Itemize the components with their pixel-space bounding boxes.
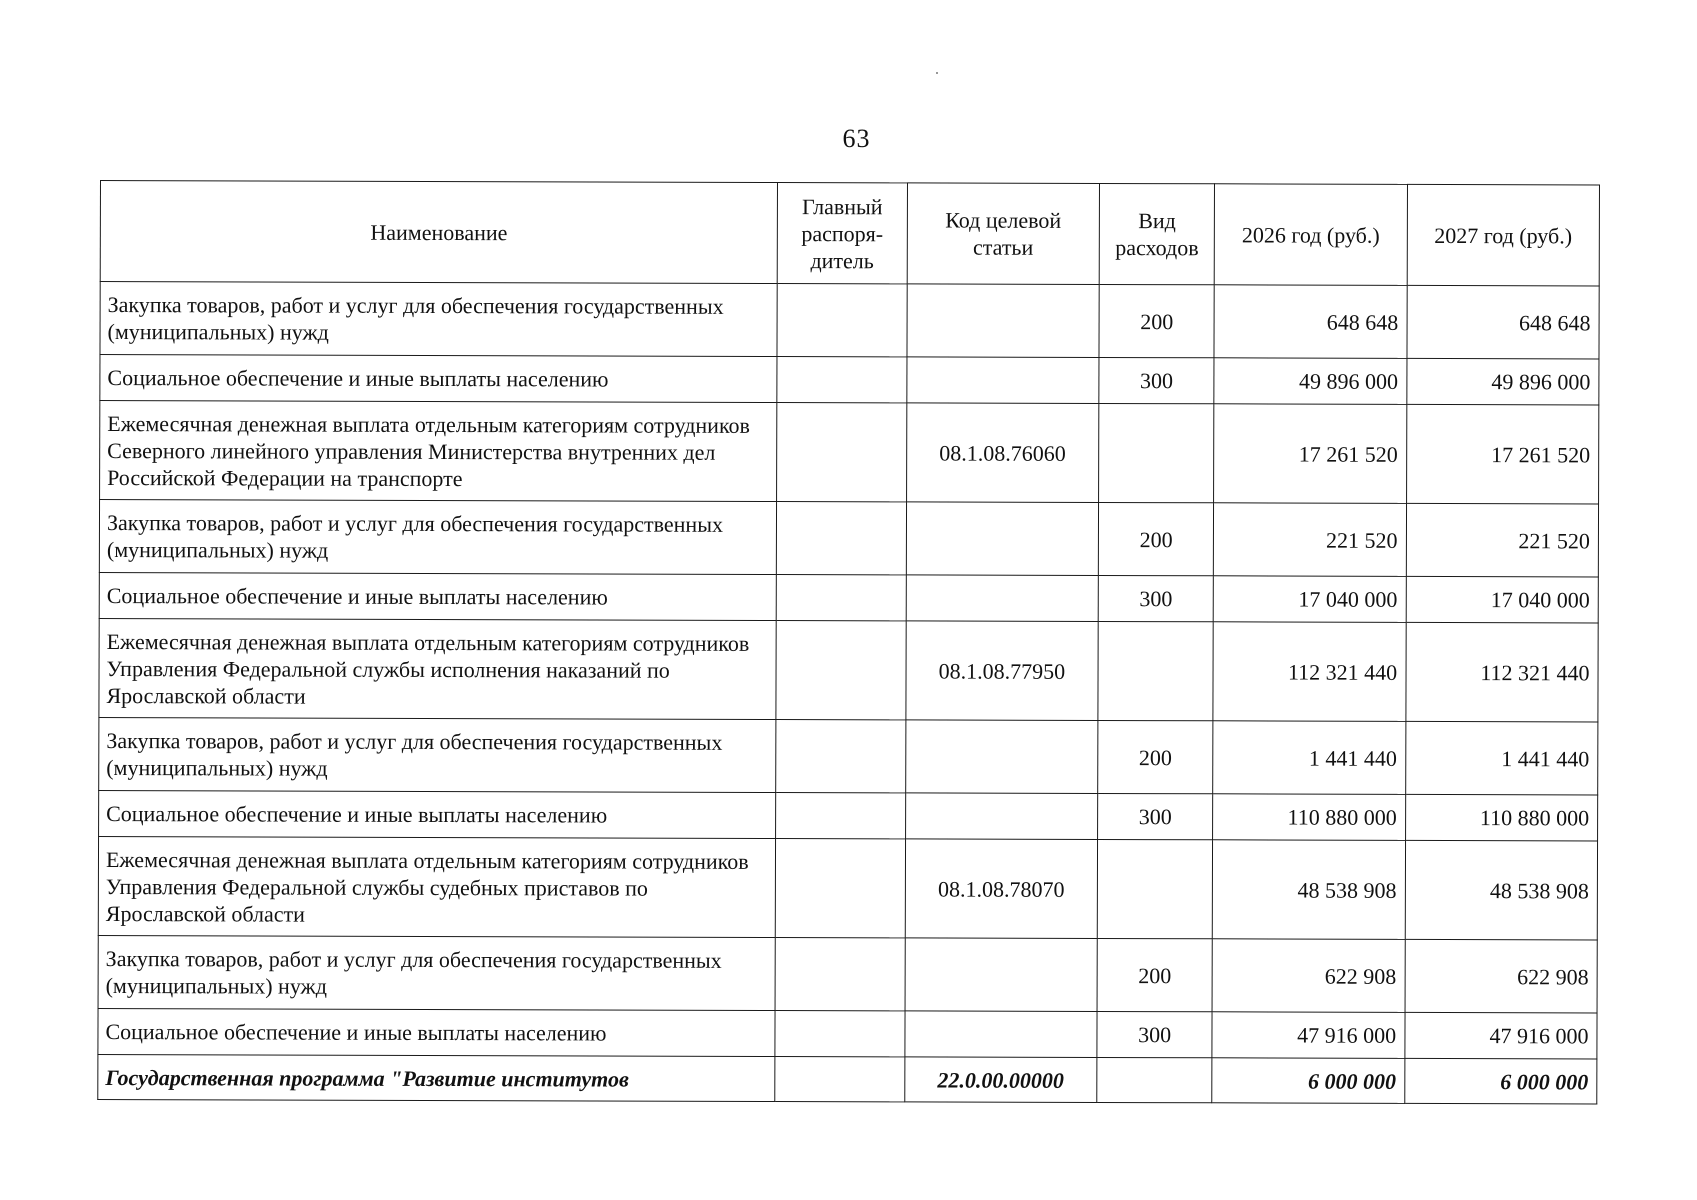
cell-vid [1098, 621, 1214, 720]
table-row [99, 618, 1598, 721]
table-header-row [100, 181, 1599, 286]
cell-name: Ежемесячная денежная выплата отдельным категориям сотрудников Управления Федеральной службы исполнения наказаний по Ярославской области [99, 618, 776, 719]
table-row [100, 355, 1599, 405]
cell-2027: 112 321 440 [1406, 622, 1599, 722]
cell-name: Закупка товаров, работ и услуг для обеспечения государственных (муниципальных) нужд [99, 500, 776, 575]
cell-vid [1097, 1057, 1213, 1102]
header-2026: 2026 год (руб.) [1215, 184, 1408, 286]
table-row [99, 790, 1598, 840]
cell-grbs [775, 1057, 905, 1102]
header-grbs: Главный распоря- дитель [777, 183, 907, 284]
cell-2026: 110 880 000 [1213, 794, 1405, 841]
cell-name: Социальное обеспечение и иные выплаты населению [99, 572, 776, 620]
cell-grbs [776, 502, 906, 575]
cell-2027: 6 000 000 [1404, 1058, 1596, 1104]
cell-code [907, 284, 1100, 358]
cell-grbs [776, 793, 906, 839]
table-row [98, 935, 1597, 1012]
cell-2026: 648 648 [1214, 285, 1407, 359]
cell-name: Закупка товаров, работ и услуг для обеспечения государственных (муниципальных) нужд [99, 717, 776, 792]
budget-table [97, 180, 1600, 1104]
cell-vid: 300 [1099, 357, 1215, 403]
cell-code: 08.1.08.78070 [905, 839, 1098, 939]
table-row [99, 572, 1598, 622]
cell-2026: 48 538 908 [1213, 840, 1406, 940]
cell-grbs [776, 621, 906, 720]
cell-code [905, 720, 1098, 794]
cell-2027: 221 520 [1406, 503, 1599, 577]
cell-2027: 622 908 [1405, 939, 1598, 1013]
cell-2027: 648 648 [1407, 285, 1600, 359]
cell-2027: 49 896 000 [1406, 358, 1598, 405]
cell-2027: 48 538 908 [1405, 840, 1598, 940]
cell-code [906, 502, 1099, 576]
cell-2027: 47 916 000 [1405, 1012, 1597, 1059]
table-row [98, 836, 1597, 939]
table-row-program [98, 1054, 1597, 1103]
cell-name: Социальное обеспечение и иные выплаты населению [99, 790, 776, 838]
cell-name: Ежемесячная денежная выплата отдельным категориям сотрудников Северного линейного управления Министерства внутренних дел Российской Федерации на транспорте [100, 401, 777, 502]
cell-vid [1099, 403, 1215, 502]
cell-code [905, 938, 1098, 1012]
page-number: 63 [842, 124, 871, 153]
cell-grbs [777, 284, 907, 357]
table-row [100, 401, 1599, 504]
header-vid: Вид расходов [1099, 183, 1215, 284]
cell-vid: 300 [1098, 575, 1214, 621]
cell-2026: 622 908 [1212, 939, 1405, 1013]
table-row [99, 500, 1598, 577]
table-row [100, 282, 1599, 359]
cell-2026: 17 040 000 [1214, 576, 1406, 623]
cell-name: Закупка товаров, работ и услуг для обеспечения государственных (муниципальных) нужд [100, 282, 777, 357]
cell-grbs [776, 575, 906, 621]
cell-2027: 17 261 520 [1406, 404, 1599, 504]
cell-vid [1097, 839, 1213, 938]
cell-2026: 47 916 000 [1212, 1012, 1404, 1059]
cell-grbs [777, 357, 907, 403]
cell-grbs [775, 1011, 905, 1057]
cell-vid: 200 [1099, 284, 1215, 357]
header-code: Код целевой статьи [907, 183, 1100, 285]
cell-code: 08.1.08.76060 [906, 403, 1099, 503]
cell-2026: 6 000 000 [1212, 1058, 1404, 1104]
cell-vid: 200 [1098, 502, 1214, 575]
cell-name: Государственная программа "Развитие институтов [98, 1054, 775, 1101]
cell-2027: 110 880 000 [1405, 794, 1597, 841]
cell-2026: 1 441 440 [1213, 721, 1406, 795]
cell-code [905, 1011, 1097, 1058]
cell-vid: 300 [1097, 1011, 1213, 1057]
cell-name: Социальное обеспечение и иные выплаты населению [98, 1008, 775, 1056]
table-row [98, 1008, 1597, 1058]
scan-artifact [936, 72, 938, 74]
cell-name: Ежемесячная денежная выплата отдельным категориям сотрудников Управления Федеральной службы судебных приставов по Ярославской области [98, 836, 775, 937]
cell-code [906, 575, 1098, 622]
cell-vid: 300 [1098, 793, 1214, 839]
cell-code [905, 793, 1097, 840]
header-2027: 2027 год (руб.) [1407, 184, 1600, 286]
cell-grbs [775, 839, 905, 938]
cell-2026: 49 896 000 [1214, 358, 1406, 405]
cell-grbs [776, 720, 906, 793]
cell-2026: 112 321 440 [1213, 622, 1406, 722]
table-row [99, 717, 1598, 794]
cell-code: 08.1.08.77950 [906, 621, 1099, 721]
cell-grbs [777, 403, 907, 502]
cell-name: Закупка товаров, работ и услуг для обеспечения государственных (муниципальных) нужд [98, 935, 775, 1010]
cell-vid: 200 [1098, 720, 1214, 793]
cell-2026: 221 520 [1214, 503, 1407, 577]
cell-grbs [775, 938, 905, 1011]
cell-2026: 17 261 520 [1214, 404, 1407, 504]
cell-2027: 1 441 440 [1405, 721, 1598, 795]
cell-2027: 17 040 000 [1406, 576, 1598, 623]
cell-vid: 200 [1097, 938, 1213, 1011]
cell-code: 22.0.00.00000 [904, 1057, 1096, 1103]
cell-name: Социальное обеспечение и иные выплаты населению [100, 355, 777, 403]
header-name: Наименование [100, 181, 777, 284]
cell-code [907, 357, 1099, 404]
